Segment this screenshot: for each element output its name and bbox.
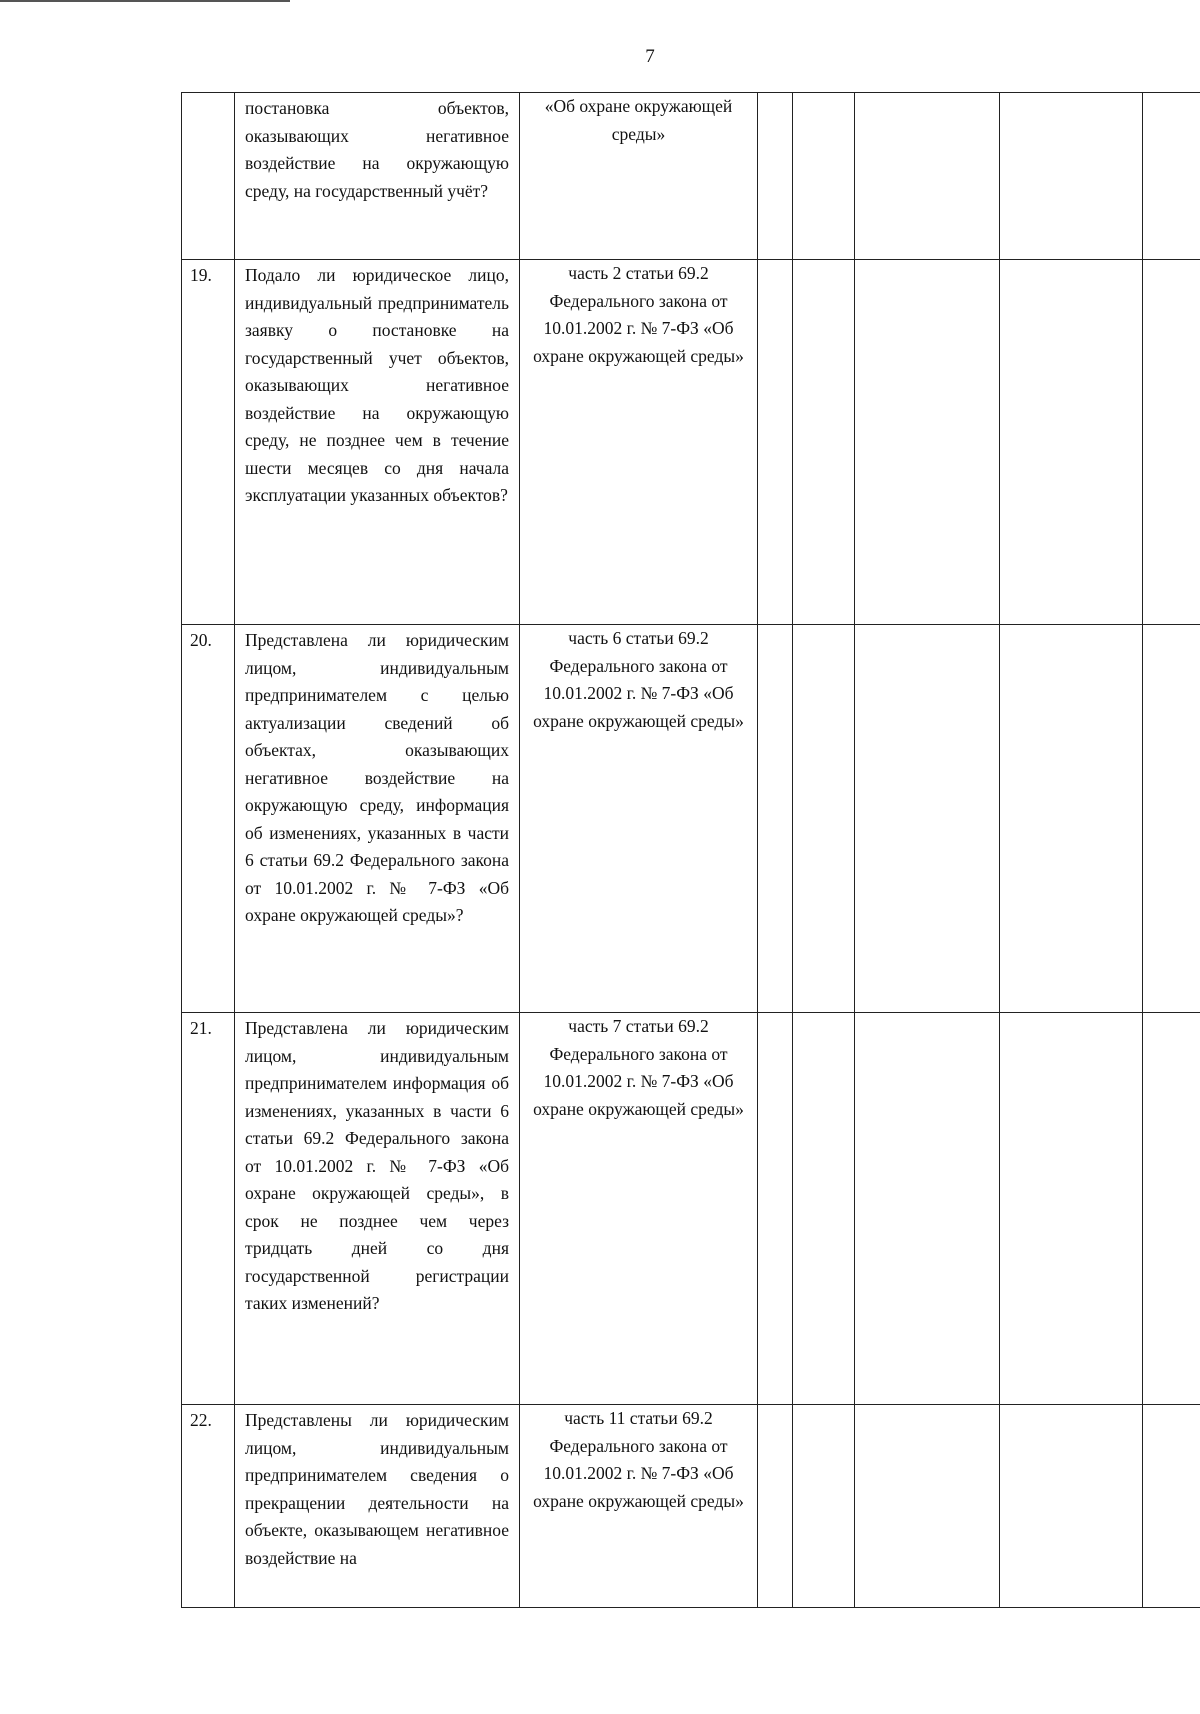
notes-cell: [1000, 93, 1143, 260]
notes-cell: [1000, 1013, 1143, 1405]
row-number: 20.: [182, 625, 235, 1013]
row-number: 21.: [182, 1013, 235, 1405]
question-cell: Подало ли юридическое лицо, индивидуальный предприниматель заявку о постановке на государственный учет объектов, оказывающих негативное воздействие на окружающую среду, не позднее чем в течение шести месяцев со дня начала эксплуатации указанных объектов?: [235, 260, 520, 625]
not-applicable-cell: [855, 1013, 1000, 1405]
answer-yes-cell: [758, 260, 793, 625]
reference-cell: «Об охране окружающей среды»: [520, 93, 758, 260]
table-row: [182, 260, 1200, 625]
question-cell: Представлена ли юридическим лицом, индивидуальным предпринимателем информация об изменениях, указанных в части 6 статьи 69.2 Федерального закона от 10.01.2002 г. № 7-ФЗ «Об охране окружающей среды», в срок не позднее чем через тридцать дней со дня государственной регистрации таких изменений?: [235, 1013, 520, 1405]
row-number: 22.: [182, 1405, 235, 1608]
notes-cell: [1000, 260, 1143, 625]
checklist-table: [181, 92, 1200, 1608]
answer-yes-cell: [758, 93, 793, 260]
answer-no-cell: [793, 625, 855, 1013]
extra-cell: [1143, 1013, 1200, 1405]
not-applicable-cell: [855, 625, 1000, 1013]
question-cell: Представлена ли юридическим лицом, индивидуальным предпринимателем с целью актуализации сведений об объектах, оказывающих негативное воздействие на окружающую среду, информация об изменениях, указанных в части 6 статьи 69.2 Федерального закона от 10.01.2002 г. № 7-ФЗ «Об охране окружающей среды»?: [235, 625, 520, 1013]
notes-cell: [1000, 1405, 1143, 1608]
row-number: [182, 93, 235, 260]
extra-cell: [1143, 93, 1200, 260]
question-cell: Представлены ли юридическим лицом, индивидуальным предпринимателем сведения о прекращении деятельности на объекте, оказывающем негативное воздействие на: [235, 1405, 520, 1608]
scan-edge-line: [0, 0, 290, 2]
extra-cell: [1143, 1405, 1200, 1608]
answer-yes-cell: [758, 1013, 793, 1405]
table-row: [182, 1013, 1200, 1405]
row-number: 19.: [182, 260, 235, 625]
answer-no-cell: [793, 1405, 855, 1608]
notes-cell: [1000, 625, 1143, 1013]
answer-yes-cell: [758, 1405, 793, 1608]
not-applicable-cell: [855, 93, 1000, 260]
reference-cell: часть 11 статьи 69.2 Федерального закона от 10.01.2002 г. № 7-ФЗ «Об охране окружающей среды»: [520, 1405, 758, 1608]
table-row: [182, 625, 1200, 1013]
extra-cell: [1143, 260, 1200, 625]
table-row: [182, 1405, 1200, 1608]
reference-cell: часть 7 статьи 69.2 Федерального закона от 10.01.2002 г. № 7-ФЗ «Об охране окружающей среды»: [520, 1013, 758, 1405]
question-cell: постановка объектов, оказывающих негативное воздействие на окружающую среду, на государственный учёт?: [235, 93, 520, 260]
answer-no-cell: [793, 260, 855, 625]
not-applicable-cell: [855, 260, 1000, 625]
answer-yes-cell: [758, 625, 793, 1013]
reference-cell: часть 6 статьи 69.2 Федерального закона от 10.01.2002 г. № 7-ФЗ «Об охране окружающей среды»: [520, 625, 758, 1013]
answer-no-cell: [793, 93, 855, 260]
page-number: 7: [645, 46, 655, 67]
reference-cell: часть 2 статьи 69.2 Федерального закона от 10.01.2002 г. № 7-ФЗ «Об охране окружающей среды»: [520, 260, 758, 625]
extra-cell: [1143, 625, 1200, 1013]
table-row: [182, 93, 1200, 260]
not-applicable-cell: [855, 1405, 1000, 1608]
answer-no-cell: [793, 1013, 855, 1405]
